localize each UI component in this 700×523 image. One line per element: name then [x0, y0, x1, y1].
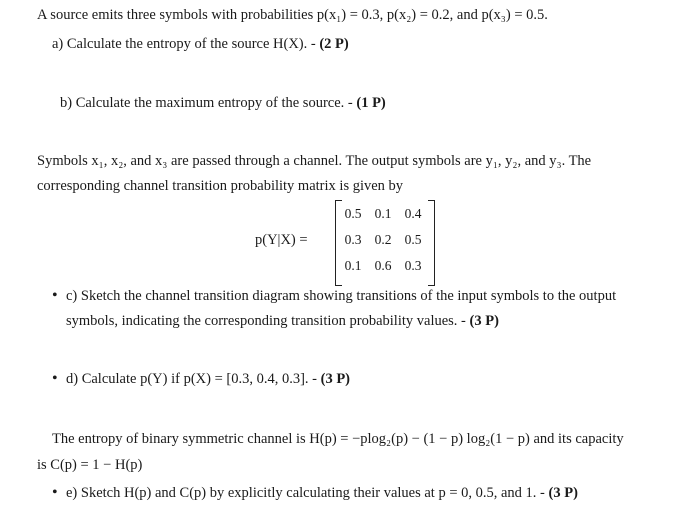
bullet-e: •: [52, 484, 58, 501]
question-c-line-1: c) Sketch the channel transition diagram showing transitions of the input symbols to the output: [66, 288, 617, 304]
bsc-text-line-1: The entropy of binary symmetric channel is H(p) = −plog₂(p) − (1 − p) log₂(1 − p) and its capacity: [52, 431, 624, 447]
matrix-cell: 0.5: [344, 206, 362, 221]
question-c-text: symbols, indicating the corresponding transition probability values. -: [66, 313, 470, 329]
channel-text-line-1: Symbols x₁, x₂, and x₃ are passed through a channel. The output symbols are y₁, y₂, and y₃. The: [37, 153, 592, 169]
question-e-points: (3 P): [548, 485, 578, 501]
matrix-cell: 0.3: [344, 232, 362, 247]
question-d-text: d) Calculate p(Y) if p(X) = [0.3, 0.4, 0.3]. -: [66, 371, 321, 387]
question-b-text: b) Calculate the maximum entropy of the source. -: [60, 95, 357, 111]
channel-text-line-2: corresponding channel transition probability matrix is given by: [37, 178, 404, 194]
question-e-text: e) Sketch H(p) and C(p) by explicitly calculating their values at p = 0, 0.5, and 1. -: [66, 485, 549, 501]
matrix-cell: 0.6: [374, 258, 392, 273]
question-b-points: (1 P): [356, 95, 386, 111]
bullet-d: •: [52, 370, 58, 387]
question-c-points: (3 P): [469, 313, 499, 329]
question-a: [52, 35, 349, 53]
question-e: [66, 484, 578, 502]
question-a-text: a) Calculate the entropy of the source H(X). -: [52, 36, 320, 52]
matrix-right-bracket: [428, 200, 435, 286]
question-b: [60, 94, 386, 112]
bullet-c: •: [52, 287, 58, 304]
matrix-cell: 0.5: [404, 232, 422, 247]
question-d-points: (3 P): [320, 371, 350, 387]
question-d: [66, 370, 350, 388]
matrix-cell: 0.1: [374, 206, 392, 221]
matrix-cell: 0.1: [344, 258, 362, 273]
matrix-cell: 0.2: [374, 232, 392, 247]
matrix-label: p(Y|X) =: [255, 232, 308, 248]
bsc-text-line-2: is C(p) = 1 − H(p): [37, 457, 143, 473]
intro-text: A source emits three symbols with probabilities p(x₁) = 0.3, p(x₂) = 0.2, and p(x₃) = 0.5.: [37, 7, 548, 23]
matrix-cell: 0.3: [404, 258, 422, 273]
question-a-points: (2 P): [319, 36, 349, 52]
matrix-cell: 0.4: [404, 206, 422, 221]
question-c-line-2: [66, 312, 499, 330]
